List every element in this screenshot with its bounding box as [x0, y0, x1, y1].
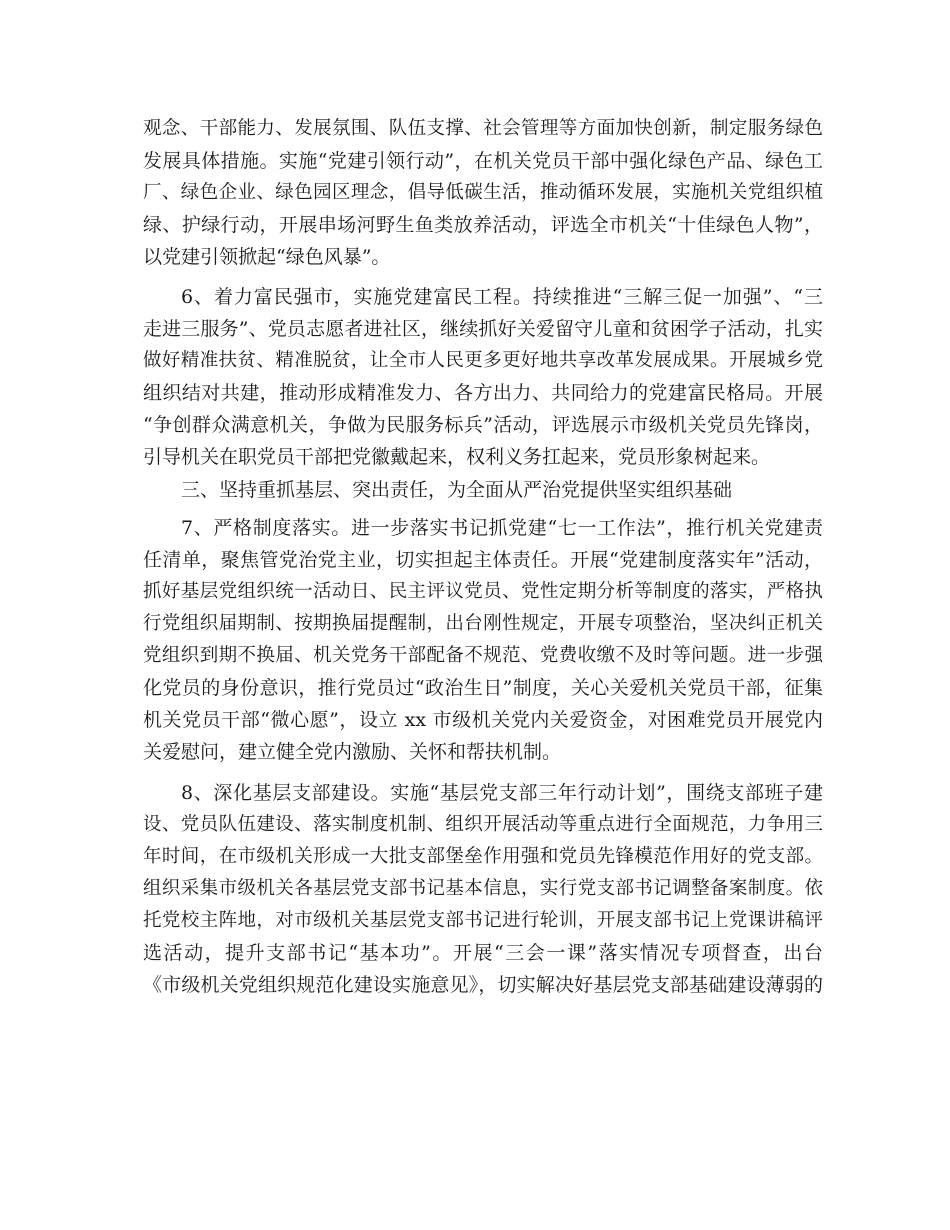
paragraph-line: 引导机关在职党员干部把党徽戴起来，权利义务扛起来，党员形象树起来。 — [143, 446, 771, 468]
paragraph-line: 化党员的身份意识，推行党员过“政治生日”制度，关心关爱机关党员干部，征集 — [143, 677, 823, 699]
paragraph-line: 党组织到期不换届、机关党务干部配备不规范、党费收缴不及时等问题。进一步强 — [143, 645, 823, 666]
paragraph-line: 7、严格制度落实。进一步落实书记抓党建“七一工作法”，推行机关党建责 — [181, 517, 823, 539]
section-heading: 三、坚持重抓基层、突出责任，为全面从严治党提供坚实组织基础 — [181, 479, 733, 501]
paragraph-line: 6、着力富民强市，实施党建富民工程。持续推进“三解三促一加强”、“三 — [181, 286, 823, 308]
paragraph-line: 年时间，在市级机关形成一大批支部堡垒作用强和党员先锋模范作用好的党支部。 — [143, 846, 823, 867]
paragraph-line: 厂、绿色企业、绿色园区理念，倡导低碳生活，推动循环发展，实施机关党组织植 — [143, 182, 823, 203]
paragraph-line: 设、党员队伍建设、落实制度机制、组织开展活动等重点进行全面规范，力争用三 — [143, 814, 823, 835]
paragraph-line: 机关党员干部“微心愿”，设立 xx 市级机关党内关爱资金，对困难党员开展党内 — [143, 709, 823, 731]
paragraph-line: 8、深化基层支部建设。实施“基层党支部三年行动计划”，围绕支部班子建 — [181, 782, 823, 804]
paragraph-line: 抓好基层党组织统一活动日、民主评议党员、党性定期分析等制度的落实，严格执 — [143, 581, 823, 602]
paragraph-line: 走进三服务”、党员志愿者进社区，继续抓好关爱留守儿童和贫困学子活动，扎实 — [143, 318, 823, 340]
paragraph-line: 托党校主阵地，对市级机关基层党支部书记进行轮训，开展支部书记上党课讲稿评 — [143, 910, 823, 931]
paragraph-line: 发展具体措施。实施“党建引领行动”，在机关党员干部中强化绿色产品、绿色工 — [143, 150, 823, 172]
paragraph-line: 做好精准扶贫、精准脱贫，让全市人民更多更好地共享改革发展成果。开展城乡党 — [143, 350, 823, 371]
paragraph-line: 观念、干部能力、发展氛围、队伍支撑、社会管理等方面加快创新，制定服务绿色 — [143, 118, 823, 139]
paragraph-line: 选活动，提升支部书记“基本功”。开展“三会一课”落实情况专项督查，出台 — [143, 942, 823, 964]
paragraph-line: 行党组织届期制、按期换届提醒制，出台刚性规定，开展专项整治，坚决纠正机关 — [143, 613, 823, 634]
paragraph-line: 组织结对共建，推动形成精准发力、各方出力、共同给力的党建富民格局。开展 — [143, 382, 823, 404]
paragraph-line: 任清单，聚焦管党治党主业，切实担起主体责任。开展“党建制度落实年”活动， — [143, 549, 823, 571]
paragraph-line: “争创群众满意机关，争做为民服务标兵”活动，评选展示市级机关党员先锋岗， — [143, 414, 823, 436]
paragraph-line: 《市级机关党组织规范化建设实施意见》，切实解决好基层党支部基础建设薄弱的 — [143, 974, 823, 996]
paragraph-line: 组织采集市级机关各基层党支部书记基本信息，实行党支部书记调整备案制度。依 — [143, 878, 823, 899]
paragraph-line: 关爱慰问，建立健全党内激励、关怀和帮扶机制。 — [143, 741, 562, 763]
paragraph-line: 绿、护绿行动，开展串场河野生鱼类放养活动，评选全市机关“十佳绿色人物”， — [143, 214, 823, 236]
paragraph-line: 以党建引领掀起“绿色风暴”。 — [143, 246, 391, 268]
